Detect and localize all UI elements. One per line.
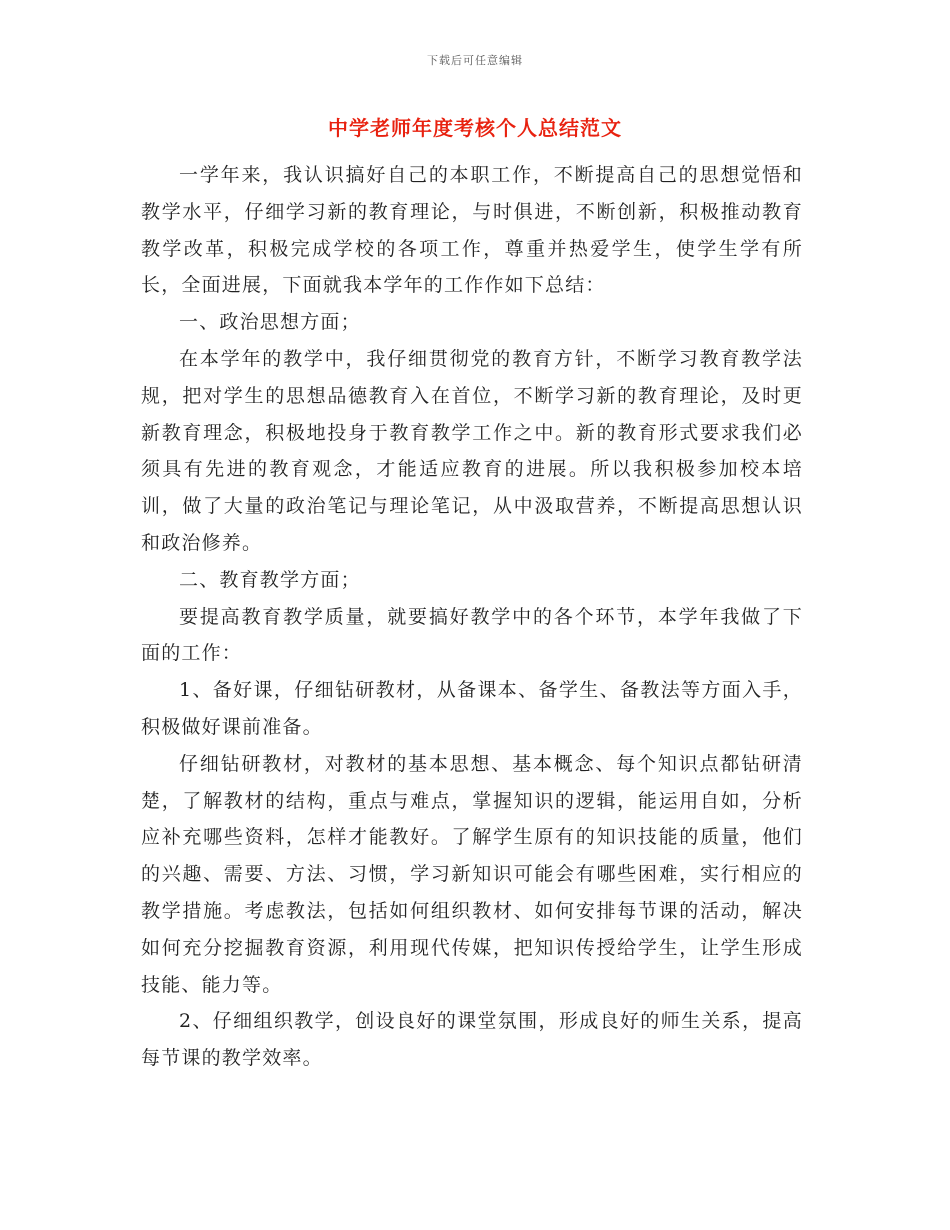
document-title: 中学老师年度考核个人总结范文 (328, 116, 622, 140)
paragraph-lesson-prep: 1、备好课，仔细钻研教材，从备课本、备学生、备教法等方面入手，积极做好课前准备。 (141, 679, 803, 738)
paragraph-intro: 一学年来，我认识搞好自己的本职工作，不断提高自己的思想觉悟和教学水平，仔细学习新的教育理论，与时俱进，不断创新，积极推动教育教学改革，积极完成学校的各项工作，尊重并热爱学生，使学生学有所长，全面进展，下面就我本学年的工作作如下总结： (141, 164, 803, 297)
section-heading-teaching: 二、教育教学方面； (179, 568, 361, 591)
paragraph-teaching-intro: 要提高教育教学质量，就要搞好教学中的各个环节，本学年我做了下面的工作： (141, 605, 803, 665)
page-header-note: 下载后可任意编辑 (427, 54, 523, 67)
paragraph-class-organization: 2、仔细组织教学，创设良好的课堂氛围，形成良好的师生关系，提高每节课的教学效率。 (141, 1010, 803, 1070)
paragraph-political: 在本学年的教学中，我仔细贯彻党的教育方针，不断学习教育教学法规，把对学生的思想品德教育入在首位，不断学习新的教育理论，及时更新教育理念，积极地投身于教育教学工作之中。新的教育形式要求我们必须具有先进的教育观念，才能适应教育的进展。所以我积极参加校本培训，做了大量的政治笔记与理论笔记，从中汲取营养，不断提高思想认识和政治修养。 (141, 347, 803, 554)
document-body (141, 157, 803, 1077)
section-heading-political: 一、政治思想方面； (179, 311, 361, 334)
paragraph-textbook-study: 仔细钻研教材，对教材的基本思想、基本概念、每个知识点都钻研清楚，了解教材的结构，重点与难点，掌握知识的逻辑，能运用自如，分析应补充哪些资料，怎样才能教好。了解学生原有的知识技能的质量，他们的兴趣、需要、方法、习惯，学习新知识可能会有哪些困难，实行相应的教学措施。考虑教法，包括如何组织教材、如何安排每节课的活动，解决如何充分挖掘教育资源，利用现代传媒，把知识传授给学生，让学生形成技能、能力等。 (141, 752, 803, 996)
